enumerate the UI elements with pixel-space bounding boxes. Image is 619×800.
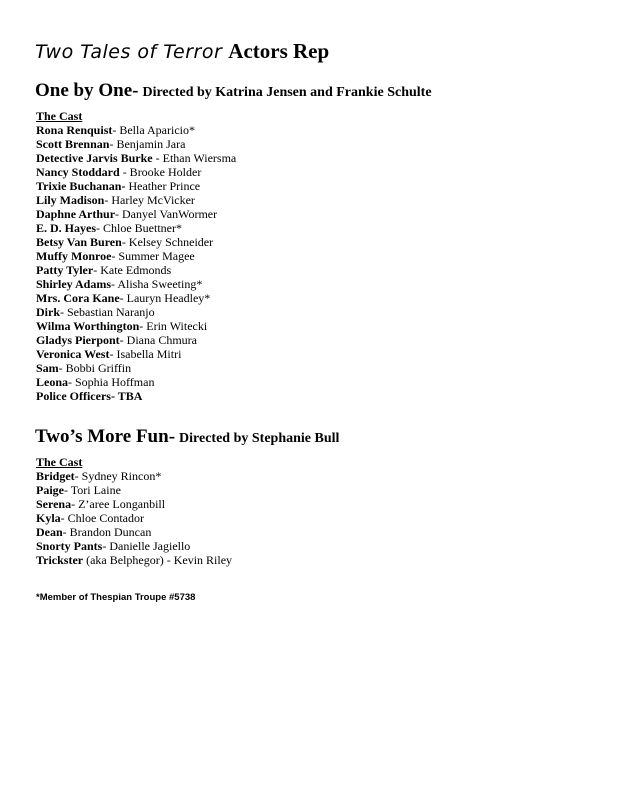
actor-name: - Sophia Hoffman — [68, 375, 155, 389]
cast-row — [36, 263, 236, 277]
actor-name: - Z’aree Longanbill — [71, 497, 166, 511]
cast-row — [36, 151, 236, 165]
show-name: Two’s More Fun- — [35, 426, 176, 447]
title-fancy: Two Tales of Terror — [35, 41, 223, 63]
cast-row — [36, 235, 236, 249]
actor-name: - Sydney Rincon* — [74, 469, 162, 483]
actor-name: - Alisha Sweeting* — [111, 277, 203, 291]
cast-row — [36, 319, 236, 333]
cast-list-twos-more-fun — [36, 455, 232, 567]
role-name: Scott Brennan — [36, 137, 110, 151]
actor-name: - Kelsey Schneider — [121, 235, 214, 249]
role-name: Dirk — [36, 305, 60, 319]
cast-row — [36, 333, 236, 347]
show-heading-one-by-one — [35, 80, 432, 102]
cast-row — [36, 249, 236, 263]
actor-name: - Danyel VanWormer — [115, 207, 218, 221]
cast-row — [36, 305, 236, 319]
role-name: Lily Madison — [36, 193, 105, 207]
role-name: Muffy Monroe — [36, 249, 112, 263]
cast-list-one-by-one — [36, 109, 236, 403]
role-name: Dean — [36, 525, 63, 539]
role-name: Nancy Stoddard — [36, 165, 120, 179]
actor-name: - Bobbi Griffin — [58, 361, 132, 375]
role-name: Sam — [36, 361, 59, 375]
actor-name: - Benjamin Jara — [109, 137, 186, 151]
cast-row — [36, 361, 236, 375]
cast-row — [36, 179, 236, 193]
actor-name: - Isabella Mitri — [109, 347, 182, 361]
actor-name: (aka Belphegor) - Kevin Riley — [83, 553, 233, 567]
cast-row — [36, 553, 232, 567]
show-name: One by One- — [35, 80, 139, 101]
actor-name: - Lauryn Headley* — [119, 291, 211, 305]
cast-row — [36, 525, 232, 539]
actor-name: - Danielle Jagiello — [102, 539, 191, 553]
role-name: Patty Tyler — [36, 263, 94, 277]
role-name: Police Officers- TBA — [36, 389, 143, 403]
document-title — [35, 39, 329, 64]
footnote: *Member of Thespian Troupe #5738 — [36, 592, 196, 603]
cast-row — [36, 497, 232, 511]
cast-row — [36, 389, 236, 403]
role-name: Detective Jarvis Burke — [36, 151, 153, 165]
cast-row — [36, 511, 232, 525]
role-name: Snorty Pants — [36, 539, 103, 553]
cast-row — [36, 207, 236, 221]
role-name: Trickster — [36, 553, 84, 567]
role-name: Serena — [36, 497, 72, 511]
cast-row — [36, 347, 236, 361]
cast-row — [36, 193, 236, 207]
role-name: Mrs. Cora Kane — [36, 291, 120, 305]
cast-row — [36, 277, 236, 291]
cast-row — [36, 123, 236, 137]
actor-name: - Ethan Wiersma — [152, 151, 237, 165]
actor-name: - Tori Laine — [64, 483, 121, 497]
cast-row — [36, 375, 236, 389]
role-name: Trixie Buchanan- — [36, 179, 126, 193]
role-name: Paige — [36, 483, 64, 497]
role-name: Gladys Pierpont — [36, 333, 120, 347]
actor-name: - Kate Edmonds — [93, 263, 172, 277]
role-name: Daphne Arthur — [36, 207, 116, 221]
cast-label: The Cast — [36, 455, 83, 469]
actor-name: - Diana Chmura — [119, 333, 197, 347]
role-name: Leona — [36, 375, 69, 389]
cast-row — [36, 221, 236, 235]
actor-name: - Erin Witecki — [139, 319, 208, 333]
actor-name: - Summer Magee — [111, 249, 195, 263]
actor-name: - Harley McVicker — [104, 193, 195, 207]
actor-name: - Chloe Contador — [60, 511, 144, 525]
role-name: Rona Renquist — [36, 123, 113, 137]
role-name: Kyla — [36, 511, 61, 525]
show-heading-twos-more-fun — [35, 426, 339, 448]
actor-name: - Brooke Holder — [119, 165, 202, 179]
title-rest: Actors Rep — [228, 39, 330, 63]
role-name: Betsy Van Buren — [36, 235, 122, 249]
role-name: Bridget — [36, 469, 75, 483]
role-name: Veronica West — [36, 347, 110, 361]
role-name: Wilma Worthington — [36, 319, 140, 333]
show-directors: Directed by Stephanie Bull — [179, 431, 340, 446]
cast-row — [36, 539, 232, 553]
actor-name: - Sebastian Naranjo — [60, 305, 155, 319]
actor-name: Heather Prince — [125, 179, 201, 193]
cast-row — [36, 291, 236, 305]
cast-row — [36, 483, 232, 497]
actor-name: - Brandon Duncan — [62, 525, 152, 539]
show-directors: Directed by Katrina Jensen and Frankie Schulte — [142, 85, 432, 100]
actor-name: - Chloe Buettner* — [96, 221, 182, 235]
actor-name: - Bella Aparicio* — [112, 123, 195, 137]
cast-row — [36, 165, 236, 179]
cast-label: The Cast — [36, 109, 83, 123]
cast-row — [36, 469, 232, 483]
cast-row — [36, 137, 236, 151]
role-name: E. D. Hayes — [36, 221, 96, 235]
role-name: Shirley Adams — [36, 277, 112, 291]
